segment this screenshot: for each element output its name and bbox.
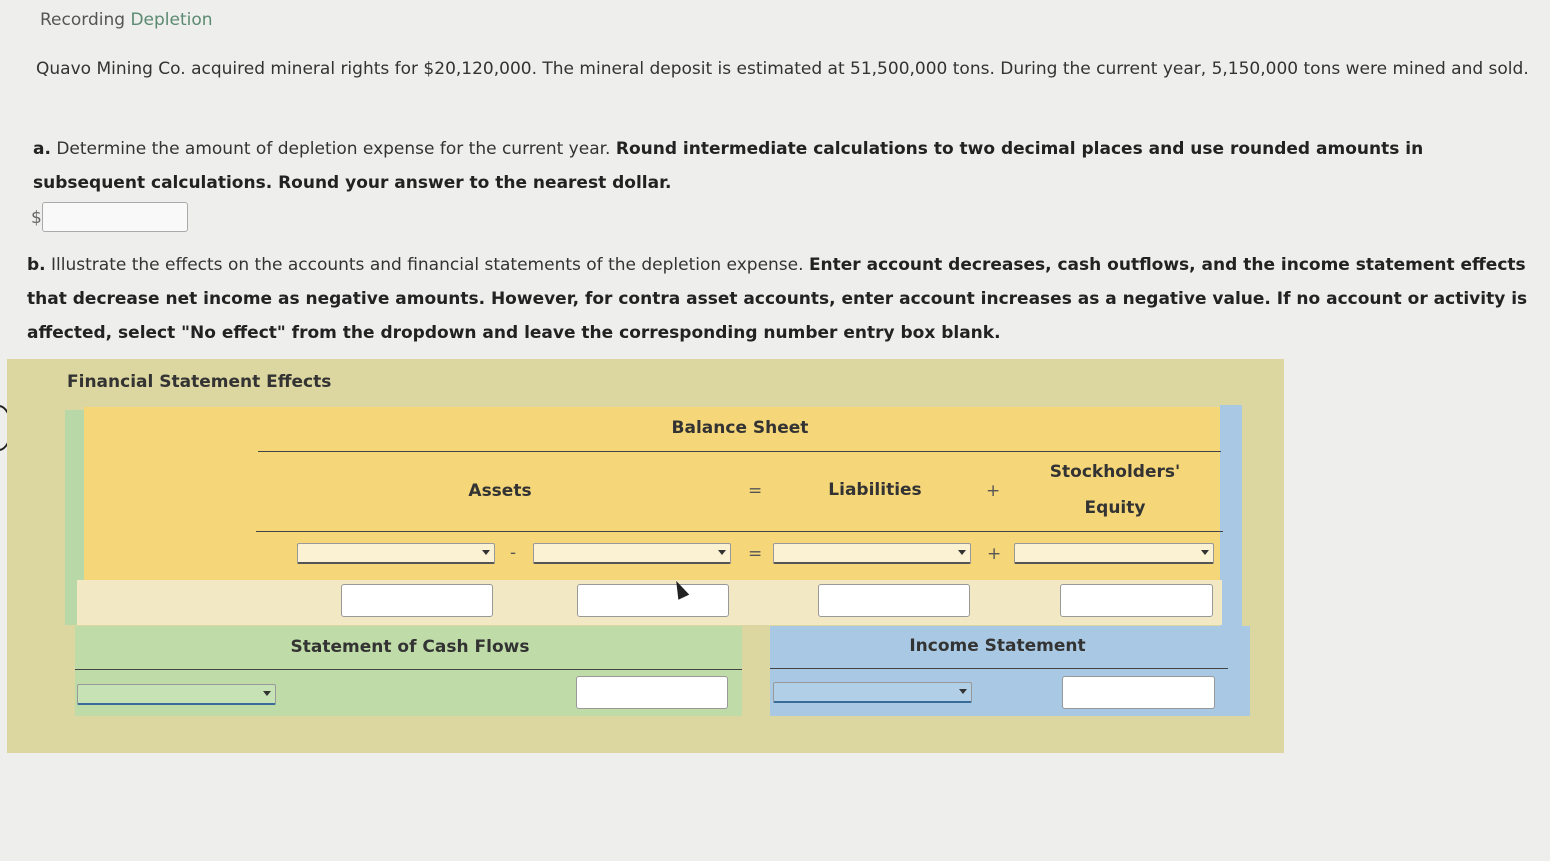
- part-a-label: a.: [33, 139, 51, 159]
- equity-header-line2: Equity: [1084, 498, 1146, 518]
- asset-account-select-1[interactable]: [297, 543, 495, 564]
- income-statement-select[interactable]: [773, 682, 972, 703]
- cash-flow-amount-input[interactable]: [576, 676, 728, 709]
- asset-account-select-2[interactable]: [533, 543, 731, 564]
- chevron-down-icon: [958, 550, 966, 555]
- part-b-text: Illustrate the effects on the accounts and financial statements of the depletion expense.: [51, 255, 804, 275]
- chevron-down-icon: [263, 691, 271, 696]
- part-b-bold: Enter account decreases, cash outflows, and the income statement effects that decrease net income as negative amounts. However, for contra asset accounts, enter account increases as a negative value. If no account or activity is affected, select "No effect" from the dropdown and leave the corresponding number entry box blank.: [27, 255, 1528, 343]
- title-accent: Depletion: [130, 10, 213, 30]
- balance-sheet-rule: [258, 451, 1221, 452]
- chevron-down-icon: [1201, 550, 1209, 555]
- part-a-bold: Round intermediate calculations to two decimal places and use rounded amounts in subsequent calculations. Round your answer to the nearest dollar.: [33, 139, 1424, 193]
- panel-title: Financial Statement Effects: [67, 372, 332, 392]
- title-prefix: Recording: [40, 10, 131, 30]
- chevron-down-icon: [959, 689, 967, 694]
- cash-flows-rule: [75, 669, 742, 670]
- plus-sign: +: [987, 544, 1002, 564]
- asset-amount-input-2[interactable]: [577, 584, 729, 617]
- asset-amount-input-1[interactable]: [341, 584, 493, 617]
- assets-header: Assets: [468, 481, 532, 501]
- plus-sign-header: +: [986, 481, 1001, 501]
- column-header-rule: [256, 531, 1223, 532]
- chevron-down-icon: [718, 550, 726, 555]
- blue-side-strip: [1220, 405, 1242, 630]
- liabilities-amount-input[interactable]: [818, 584, 970, 617]
- balance-sheet-header: Balance Sheet: [671, 418, 809, 438]
- part-a-instructions: [33, 132, 1483, 200]
- equals-sign: =: [748, 544, 763, 564]
- part-a-text: Determine the amount of depletion expense for the current year.: [56, 139, 611, 159]
- currency-sign: $: [31, 208, 42, 228]
- liabilities-header: Liabilities: [828, 480, 922, 500]
- equity-amount-input[interactable]: [1060, 584, 1213, 617]
- chevron-down-icon: [482, 550, 490, 555]
- part-b-instructions: [27, 248, 1542, 350]
- page-title: [40, 10, 213, 30]
- equity-account-select[interactable]: [1014, 543, 1214, 564]
- income-statement-rule: [770, 668, 1228, 669]
- equity-header-line1: Stockholders': [1049, 462, 1181, 482]
- income-statement-amount-input[interactable]: [1062, 676, 1215, 709]
- income-statement-header: Income Statement: [909, 636, 1086, 656]
- problem-intro: Quavo Mining Co. acquired mineral rights for $20,120,000. The mineral deposit is estimated at 51,500,000 tons. During the current year, 5,150,000 tons were mined and sold.: [36, 59, 1529, 79]
- cash-flows-header: Statement of Cash Flows: [290, 637, 530, 657]
- minus-sign: -: [510, 543, 517, 563]
- equals-sign-header: =: [748, 481, 763, 501]
- cash-flow-activity-select[interactable]: [77, 684, 276, 705]
- liabilities-account-select[interactable]: [773, 543, 971, 564]
- part-b-label: b.: [27, 255, 46, 275]
- depletion-expense-input[interactable]: [42, 202, 188, 232]
